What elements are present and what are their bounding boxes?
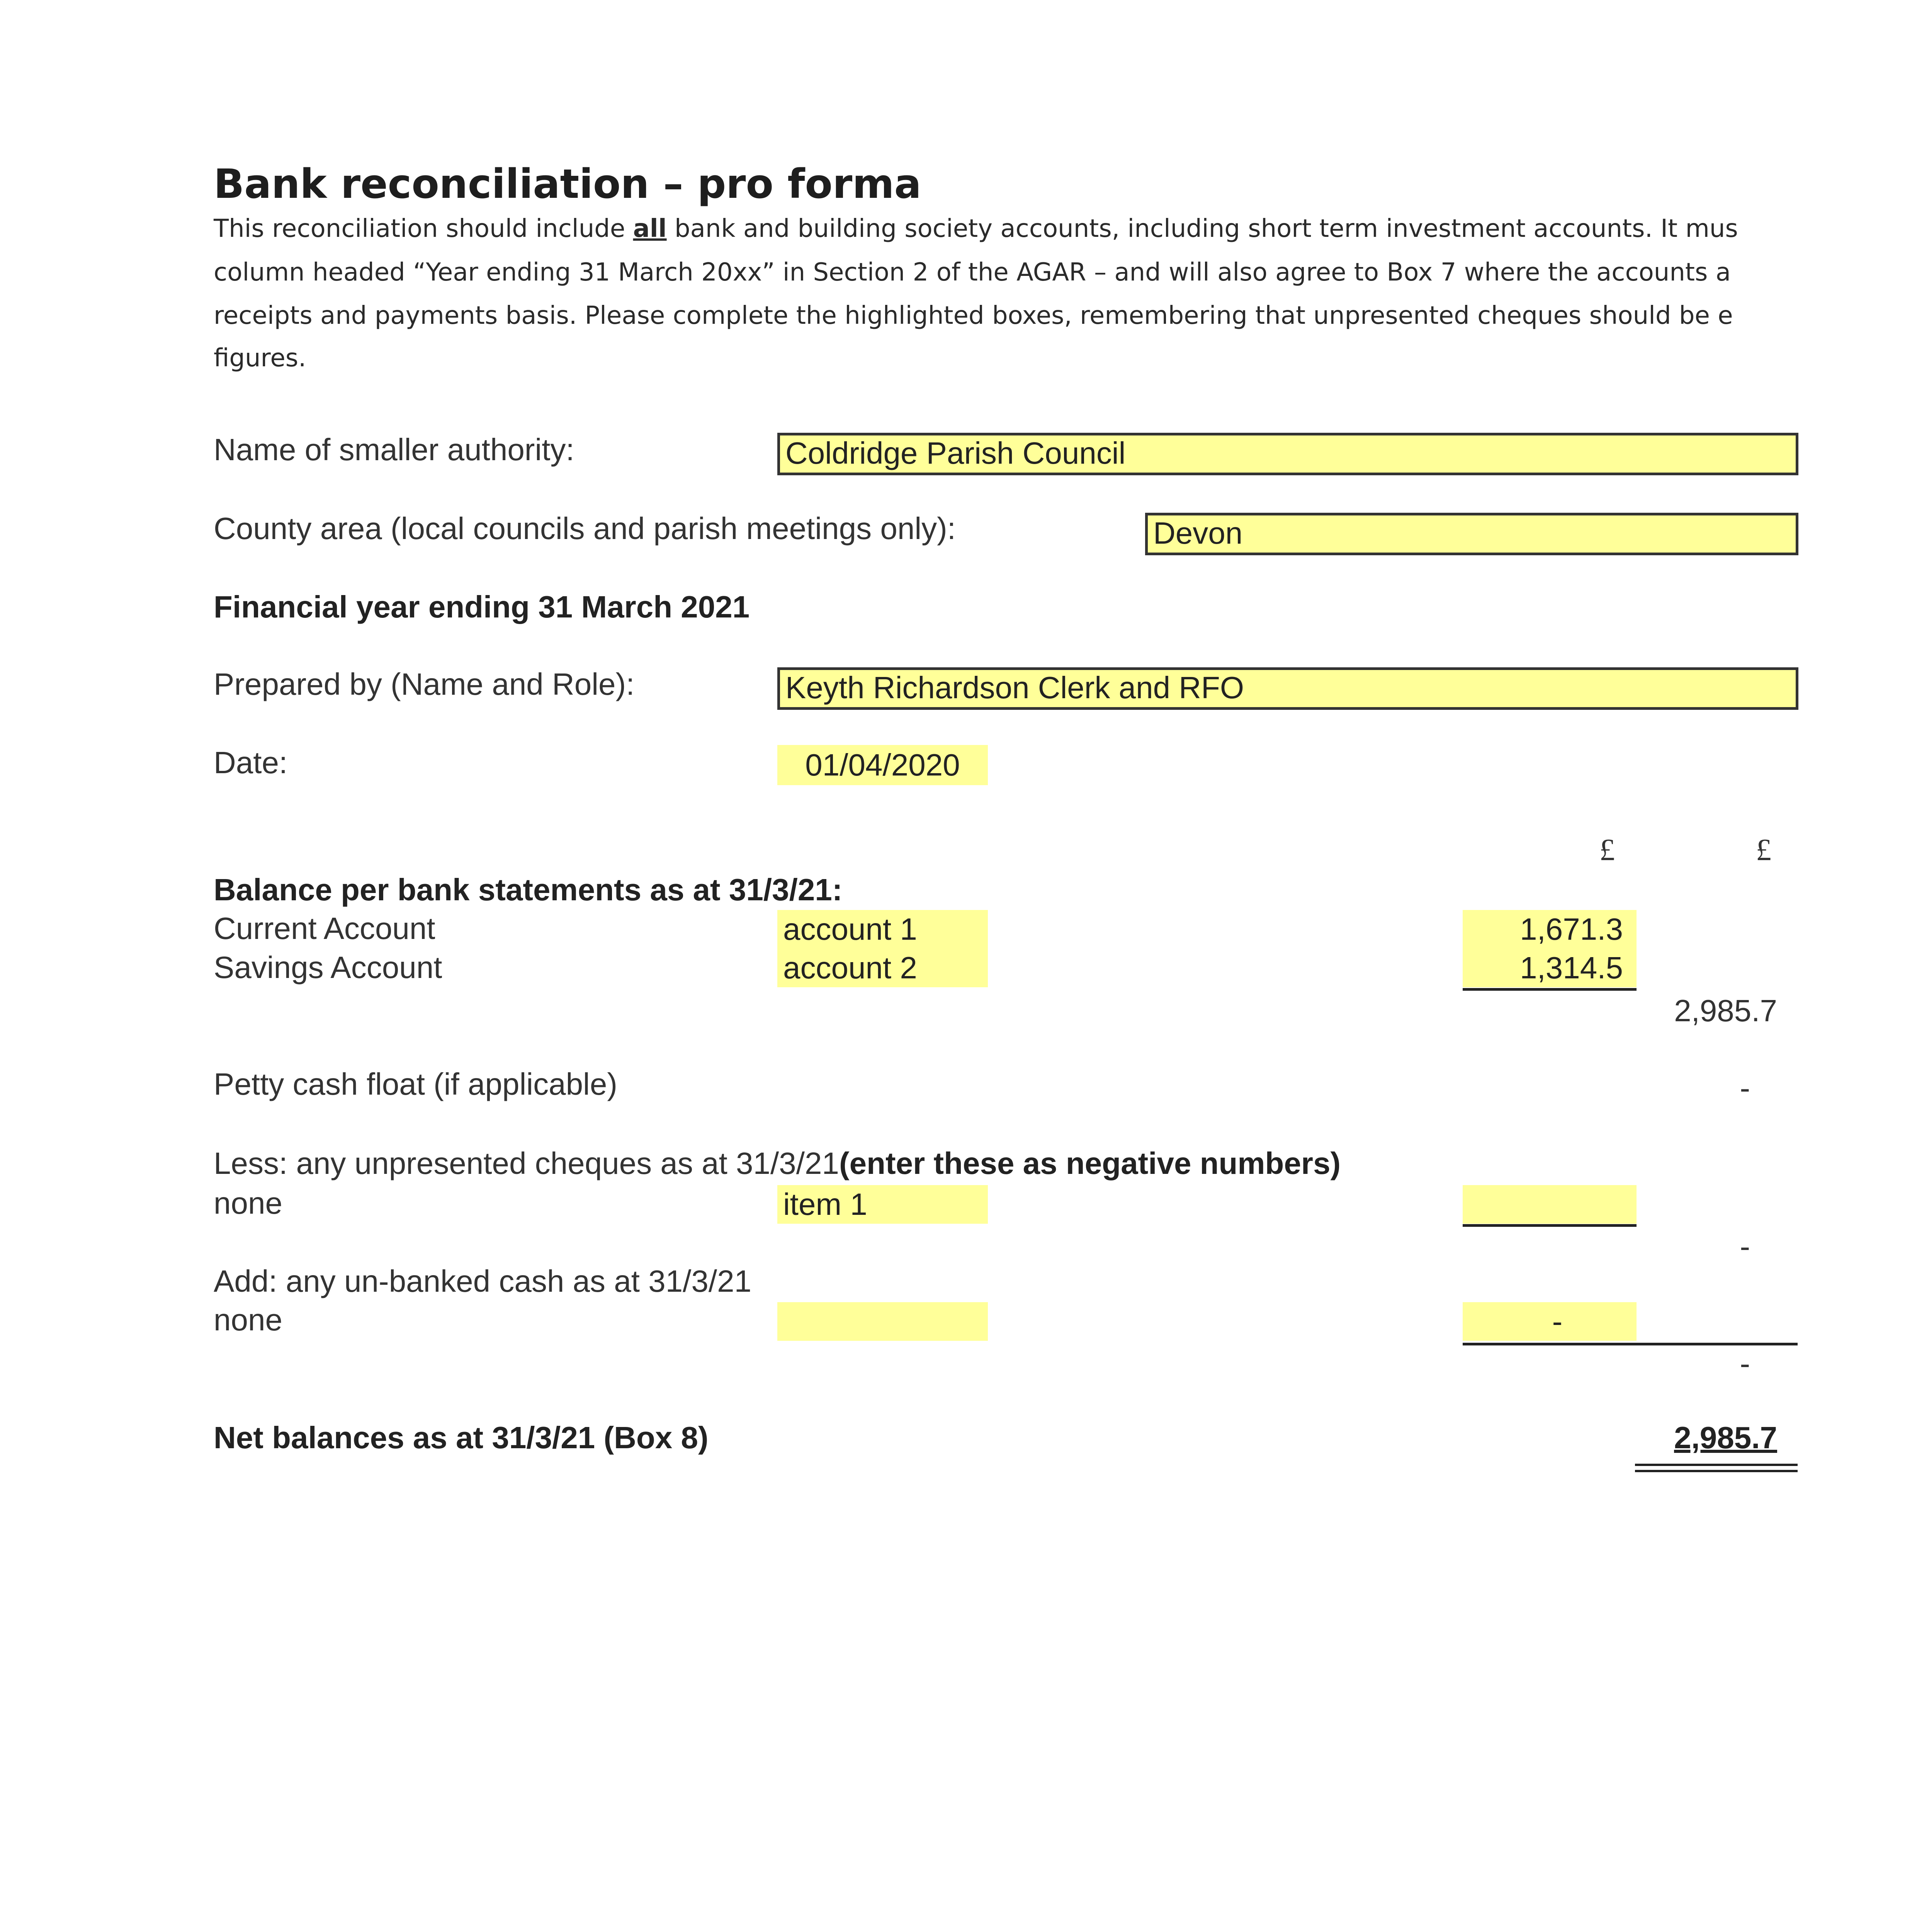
unbanked-rule (1463, 1343, 1798, 1345)
unpresented-item-name: none (214, 1186, 282, 1220)
financial-year-heading: Financial year ending 31 March 2021 (214, 590, 750, 624)
page-title: Bank reconciliation – pro forma (214, 160, 921, 207)
balances-heading: Balance per bank statements as at 31/3/21: (214, 872, 843, 907)
prepared-by-label: Prepared by (Name and Role): (214, 667, 635, 701)
unpresented-label (214, 1146, 1341, 1181)
net-double-rule-top (1635, 1464, 1798, 1466)
account-1-name: Current Account (214, 911, 435, 946)
intro-line-1-pre: This reconciliation should include (214, 214, 633, 243)
unpresented-rule (1463, 1224, 1637, 1227)
petty-cash-label: Petty cash float (if applicable) (214, 1067, 617, 1101)
unpresented-label-note: (enter these as negative numbers) (839, 1146, 1341, 1180)
col2-currency-header: £ (1756, 833, 1771, 867)
account-2-ref-field[interactable]: account 2 (777, 949, 988, 987)
unbanked-label: Add: any un-banked cash as at 31/3/21 (214, 1264, 752, 1298)
unbanked-item-amount-field[interactable]: - (1463, 1302, 1637, 1341)
intro-line-1 (214, 214, 1738, 243)
account-2-amount-field[interactable]: 1,314.5 (1463, 949, 1637, 987)
authority-field[interactable]: Coldridge Parish Council (777, 433, 1798, 475)
authority-label: Name of smaller authority: (214, 432, 574, 467)
unpresented-total: - (1740, 1229, 1750, 1264)
intro-line-1-post: bank and building society accounts, including short term investment accounts. It mus (666, 214, 1738, 243)
unbanked-total: - (1740, 1346, 1750, 1381)
account-2-name: Savings Account (214, 950, 442, 985)
net-double-rule-bottom (1635, 1470, 1798, 1472)
petty-cash-value: - (1740, 1071, 1750, 1105)
unbanked-item-name: none (214, 1303, 282, 1337)
unpresented-label-text: Less: any unpresented cheques as at 31/3/21 (214, 1146, 839, 1180)
intro-line-3: receipts and payments basis. Please complete the highlighted boxes, remembering that unpresented cheques should be e (214, 301, 1733, 330)
date-field[interactable]: 01/04/2020 (777, 745, 988, 785)
intro-line-2: column headed “Year ending 31 March 20xx” in Section 2 of the AGAR – and will also agree to Box 7 where the accounts a (214, 258, 1731, 287)
accounts-subtotal: 2,985.7 (1674, 993, 1777, 1028)
unpresented-item-ref-field[interactable]: item 1 (777, 1185, 988, 1224)
account-1-ref-field[interactable]: account 1 (777, 910, 988, 949)
net-balances-value: 2,985.7 (1674, 1420, 1777, 1455)
accounts-subtotal-rule (1463, 988, 1637, 991)
intro-emphasis-all: all (633, 214, 667, 243)
county-field[interactable]: Devon (1145, 513, 1798, 555)
prepared-by-field[interactable]: Keyth Richardson Clerk and RFO (777, 667, 1798, 710)
unbanked-item-ref-field[interactable] (777, 1302, 988, 1341)
col1-currency-header: £ (1599, 833, 1615, 867)
unpresented-item-amount-field[interactable] (1463, 1185, 1637, 1224)
net-balances-label: Net balances as at 31/3/21 (Box 8) (214, 1420, 709, 1455)
account-1-amount-field[interactable]: 1,671.3 (1463, 910, 1637, 949)
intro-line-4: figures. (214, 344, 306, 372)
county-label: County area (local councils and parish meetings only): (214, 511, 956, 546)
date-label: Date: (214, 745, 288, 780)
